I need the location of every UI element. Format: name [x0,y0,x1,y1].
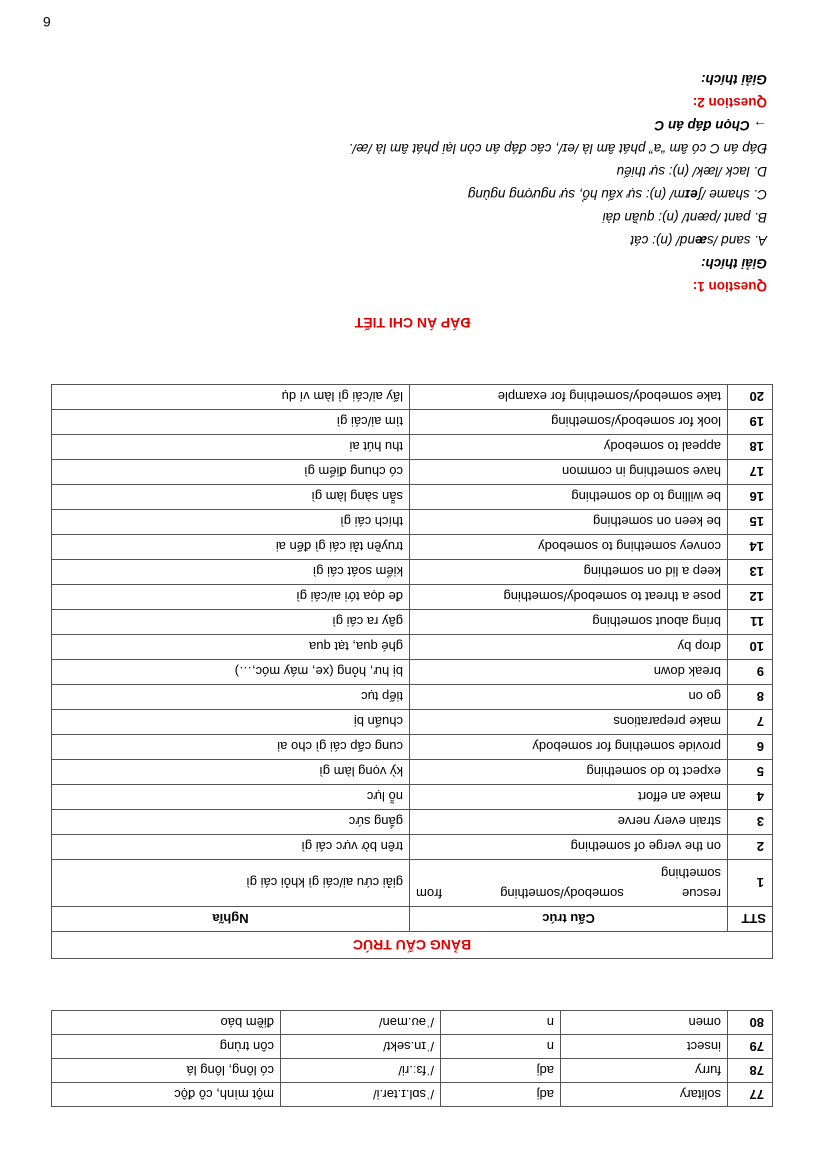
row-number: 79 [728,1035,773,1059]
row-structure: keep a lid on something [410,560,728,585]
row-meaning: một mình, cô độc [52,1083,281,1107]
row-structure [410,860,728,907]
row-meaning: thu hút ai [52,435,410,460]
table-row [52,435,773,460]
row-word: solitary [561,1083,728,1107]
row-part-of-speech: adj [441,1059,561,1083]
row-number: 6 [728,735,773,760]
row-meaning: nỗ lực [52,785,410,810]
row-meaning: bị hư, hỏng (xe, máy móc,…) [52,660,410,685]
row-meaning: tiếp tục [52,685,410,710]
row-ipa: /ˈɪn.sekt/ [281,1035,441,1059]
row-meaning: có chung điểm gì [52,460,410,485]
row-structure: take somebody/something for example [410,385,728,410]
table-row [52,685,773,710]
row-word: furry [561,1059,728,1083]
structure-table-body [52,385,773,860]
row-meaning: tìm ai/cái gì [52,410,410,435]
row-number: 1 [728,860,773,907]
header-meaning: Nghĩa [52,907,410,932]
structure-word: somebody/something [500,886,624,901]
vocab-table-body [52,1011,773,1107]
table-row [52,1035,773,1059]
row-number: 4 [728,785,773,810]
row-number: 9 [728,660,773,685]
row-number: 80 [728,1011,773,1035]
structure-table-title: BẢNG CẤU TRÚC [52,932,773,959]
row-number: 19 [728,410,773,435]
row-structure: break down [410,660,728,685]
row-number: 13 [728,560,773,585]
row-number: 7 [728,710,773,735]
row-structure: make preparations [410,710,728,735]
row-number: 12 [728,585,773,610]
table-row [52,735,773,760]
row-structure: be willing to do something [410,485,728,510]
table-row [52,410,773,435]
row-number: 17 [728,460,773,485]
row-number: 3 [728,810,773,835]
row-ipa: /ˈəʊ.mən/ [281,1011,441,1035]
row-number: 2 [728,835,773,860]
row-number: 5 [728,760,773,785]
row-word: insect [561,1035,728,1059]
row-number: 11 [728,610,773,635]
table-row [52,835,773,860]
row-meaning: có lông, lông lá [52,1059,281,1083]
table-row [52,660,773,685]
answers-heading: ĐÁP ÁN CHI TIẾT [354,315,471,331]
structure-table-header-row [52,907,773,932]
row-number: 10 [728,635,773,660]
row-number: 18 [728,435,773,460]
structure-table-title-row [52,932,773,959]
table-row [52,460,773,485]
row-meaning: kỳ vọng làm gì [52,760,410,785]
row-meaning: điềm báo [52,1011,281,1035]
row-structure: be keen on something [410,510,728,535]
row-structure: bring about something [410,610,728,635]
table-row [52,810,773,835]
row-meaning: trên bờ vực cái gì [52,835,410,860]
row-structure: expect to do something [410,760,728,785]
row-structure: go on [410,685,728,710]
question-1-block [349,68,767,298]
option-a: A. sand /sænd/ (n): cát [630,233,767,248]
header-stt: STT [728,907,773,932]
row-number: 8 [728,685,773,710]
page-number: 6 [43,14,51,30]
row-meaning: giải cứu ai/cái gì khỏi cái gì [52,860,410,907]
structure-table [51,384,773,959]
row-meaning: kiểm soát cái gì [52,560,410,585]
table-row [52,535,773,560]
table-row [52,1059,773,1083]
structure-word: rescue [681,886,721,901]
row-word: omen [561,1011,728,1035]
table-row [52,710,773,735]
row-meaning: thích cái gì [52,510,410,535]
row-meaning: ghé qua, tạt qua [52,635,410,660]
row-structure: drop by [410,635,728,660]
row-number: 14 [728,535,773,560]
row-meaning: côn trùng [52,1035,281,1059]
row-structure: look for somebody/something [410,410,728,435]
row-structure: convey something to somebody [410,535,728,560]
row-number: 78 [728,1059,773,1083]
structure-word: something [661,866,721,881]
structure-word: from [416,886,443,901]
option-d: D. lack /læk/ (n): sự thiếu [616,164,767,179]
row-part-of-speech: n [441,1011,561,1035]
row-number: 16 [728,485,773,510]
row-structure: make an effort [410,785,728,810]
table-row [52,560,773,585]
row-meaning: sẵn sàng làm gì [52,485,410,510]
table-row [52,585,773,610]
table-row [52,485,773,510]
row-meaning: truyền tải cái gì đến ai [52,535,410,560]
row-part-of-speech: n [441,1035,561,1059]
row-structure: on the verge of something [410,835,728,860]
row-structure: pose a threat to somebody/something [410,585,728,610]
table-row [52,385,773,410]
row-number: 77 [728,1083,773,1107]
row-meaning: gắng sức [52,810,410,835]
table-row [52,785,773,810]
table-row [52,860,773,907]
row-structure: strain every nerve [410,810,728,835]
header-structure: Cấu trúc [410,907,728,932]
table-row [52,610,773,635]
row-number: 15 [728,510,773,535]
row-ipa: /ˈfɜː.ri/ [281,1059,441,1083]
option-b: B. pant /pænt/ (n): quần dài [602,210,767,225]
vocab-table [51,1010,773,1107]
table-row [52,635,773,660]
question-2-explain-label: Giải thích: [700,72,767,87]
question-1-explanation: Đáp án C có âm “a” phát âm là /eɪ/, các đáp án còn lại phát âm là /æ/. [348,141,767,156]
row-meaning: gây ra cái gì [52,610,410,635]
question-1-conclusion: → Chọn đáp án C [654,118,767,133]
table-row [52,1083,773,1107]
table-row [52,760,773,785]
row-meaning: lấy ai/cái gì làm ví dụ [52,385,410,410]
row-meaning: chuẩn bị [52,710,410,735]
table-row [52,1011,773,1035]
row-number: 20 [728,385,773,410]
question-1-title: Question 1: [692,279,767,294]
row-meaning: đe dọa tới ai/cái gì [52,585,410,610]
row-structure: appeal to somebody [410,435,728,460]
row-meaning: cung cấp cái gì cho ai [52,735,410,760]
row-part-of-speech: adj [441,1083,561,1107]
row-structure: have something in common [410,460,728,485]
row-ipa: /ˈsɒl.ɪ.tər.i/ [281,1083,441,1107]
table-row [52,510,773,535]
option-c: C. shame /ʃeɪm/ (n): sự xấu hổ, sự ngượng ngùng [467,187,767,202]
question-2-title: Question 2: [692,95,767,110]
question-1-explain-label: Giải thích: [700,256,767,271]
row-structure: provide something for somebody [410,735,728,760]
